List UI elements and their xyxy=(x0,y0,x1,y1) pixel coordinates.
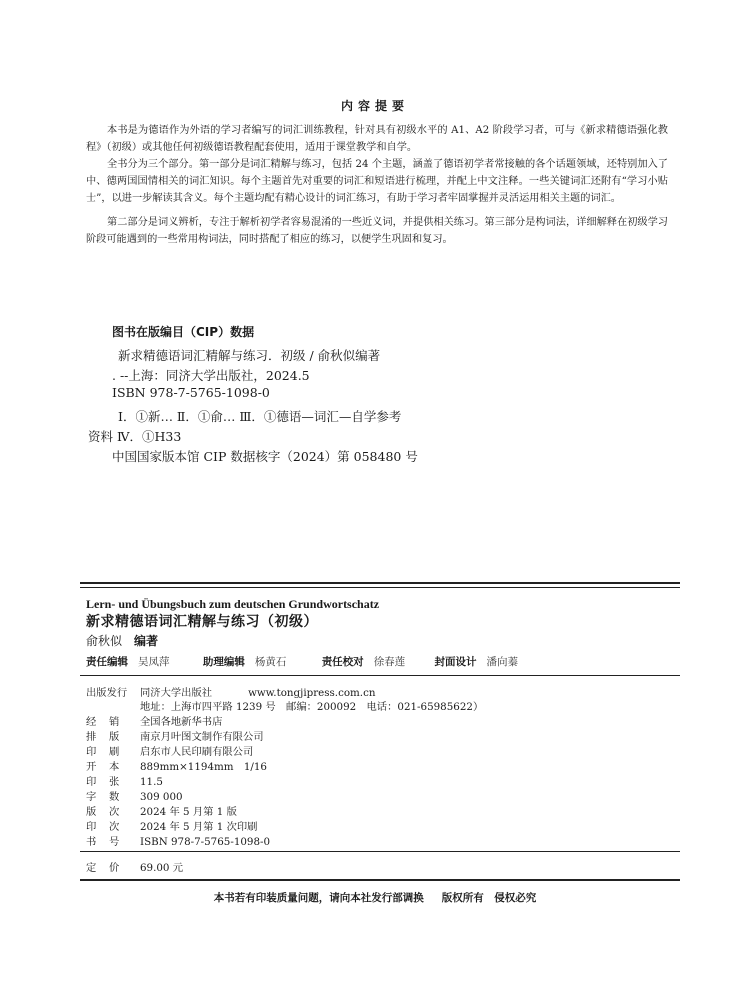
imprint-mid-rule xyxy=(80,675,680,676)
detail-value-5: 11.5 xyxy=(140,776,163,788)
detail-key-8b: 次 xyxy=(109,821,120,833)
detail-key-7a: 版 xyxy=(86,806,97,818)
detail-value-4: 889mm×1194mm 1/16 xyxy=(140,761,267,773)
cip-heading: 图书在版编目（CIP）数据 xyxy=(112,325,255,339)
summary-title: 内容提要 xyxy=(340,99,409,113)
detail-key-6b: 数 xyxy=(109,791,120,803)
publisher-url: www.tongjipress.com.cn xyxy=(248,687,376,699)
publisher-line xyxy=(86,684,375,699)
price-top-rule xyxy=(80,851,680,852)
detail-row xyxy=(86,803,237,818)
editor-label-3: 责任校对 xyxy=(321,656,364,668)
chinese-title: 新求精德语词汇精解与练习（初级） xyxy=(86,614,318,630)
summary-paragraph-1: 本书是为德语作为外语的学习者编写的词汇训练教程，针对具有初级水平的 A1、A2 阶段学习者，可与《新求精德语强化教程》（初级）或其他任何初级德语教程配套使用，适用于课堂教学和自学。 xyxy=(86,125,668,153)
imprint-top-rule-thin xyxy=(80,587,680,588)
imprint-top-rule xyxy=(80,582,680,584)
detail-value-8: 2024 年 5 月第 1 次印刷 xyxy=(140,821,258,833)
detail-key-5a: 印 xyxy=(86,776,97,788)
detail-key-2a: 排 xyxy=(86,731,97,743)
detail-key-5b: 张 xyxy=(109,776,120,788)
detail-value-9: ISBN 978-7-5765-1098-0 xyxy=(140,836,271,848)
detail-key-4a: 开 xyxy=(86,761,97,773)
detail-row xyxy=(86,713,222,728)
editor-value-2: 杨黄石 xyxy=(254,656,287,668)
detail-key-9b: 号 xyxy=(109,836,120,848)
detail-value-1: 全国各地新华书店 xyxy=(140,716,223,728)
editor-label-4: 封面设计 xyxy=(434,656,477,668)
detail-key-9a: 书 xyxy=(86,836,97,848)
price-bottom-rule xyxy=(80,879,680,881)
price-value: 69.00 元 xyxy=(140,862,184,874)
detail-value-6: 309 000 xyxy=(140,791,183,803)
detail-key-1b: 销 xyxy=(109,716,120,728)
price-line xyxy=(86,859,183,874)
detail-key-8a: 印 xyxy=(86,821,97,833)
detail-row xyxy=(86,728,264,743)
price-key-a: 定 xyxy=(86,862,97,874)
detail-row xyxy=(86,818,257,833)
summary-paragraph-2: 全书分为三个部分。第一部分是词汇精解与练习，包括 24 个主题，涵盖了德语初学者常接触的各个话题领域，还特别加入了中、德两国国情相关的词汇知识。每个主题首先对重要的词汇和短语进行梳理，并配上中文注释。一些关键词汇还附有“学习小贴士”，以进一步解读其含义。每个主题均配有精心设计的词汇练习，有助于学习者牢固掌握并灵活运用相关主题的词汇。 xyxy=(86,159,668,204)
editor-value-4: 潘向蓁 xyxy=(486,656,519,668)
footer-notice xyxy=(0,890,750,905)
cip-line-2: . --上海：同济大学出版社，2024.5 xyxy=(112,368,310,383)
publisher-label: 出版发行 xyxy=(86,687,128,699)
cip-line-6: 中国国家版本馆 CIP 数据核字（2024）第 058480 号 xyxy=(112,449,418,464)
detail-row xyxy=(86,833,270,848)
detail-row xyxy=(86,743,253,758)
detail-key-6a: 字 xyxy=(86,791,97,803)
author-role: 编著 xyxy=(134,634,159,648)
detail-row xyxy=(86,788,183,803)
german-title: Lern- und Übungsbuch zum deutschen Grundwortschatz xyxy=(86,597,380,611)
detail-key-1a: 经 xyxy=(86,716,97,728)
cip-line-1: 新求精德语词汇精解与练习．初级 / 俞秋似编著 xyxy=(118,348,381,363)
detail-key-2b: 版 xyxy=(109,731,120,743)
publisher-name: 同济大学出版社 xyxy=(140,687,213,699)
footer-left: 本书若有印装质量问题，请向本社发行部调换 xyxy=(213,892,424,904)
detail-value-2: 南京月叶图文制作有限公司 xyxy=(140,731,264,743)
detail-key-4b: 本 xyxy=(109,761,120,773)
price-key-b: 价 xyxy=(109,862,120,874)
editors-line xyxy=(86,654,518,669)
detail-row xyxy=(86,773,163,788)
author-name: 俞秋似 xyxy=(86,634,123,648)
detail-value-7: 2024 年 5 月第 1 版 xyxy=(140,806,237,818)
editor-label-2: 助理编辑 xyxy=(202,656,245,668)
cip-line-4: Ⅰ．①新… Ⅱ．①俞… Ⅲ．①德语—词汇—自学参考 xyxy=(118,409,402,424)
cip-line-5: 资料 Ⅳ．①H33 xyxy=(88,429,182,444)
detail-value-3: 启东市人民印刷有限公司 xyxy=(140,746,254,758)
detail-key-3b: 刷 xyxy=(109,746,120,758)
footer-right: 版权所有 侵权必究 xyxy=(441,892,537,904)
detail-row xyxy=(86,758,267,773)
summary-paragraph-3: 第二部分是词义辨析，专注于解析初学者容易混淆的一些近义词，并提供相关练习。第三部分是构词法，详细解释在初级学习阶段可能遇到的一些常用构词法，同时搭配了相应的练习，以便学生巩固和复习。 xyxy=(86,217,668,245)
editor-label-1: 责任编辑 xyxy=(86,656,128,668)
editor-value-3: 徐春莲 xyxy=(373,656,406,668)
author-line xyxy=(86,632,158,649)
cip-line-3: ISBN 978-7-5765-1098-0 xyxy=(112,385,270,400)
editor-value-1: 吴凤萍 xyxy=(138,656,170,668)
detail-key-7b: 次 xyxy=(109,806,120,818)
detail-key-3a: 印 xyxy=(86,746,97,758)
publisher-address: 地址：上海市四平路 1239 号 邮编：200092 电话：021-65985622） xyxy=(140,701,484,713)
